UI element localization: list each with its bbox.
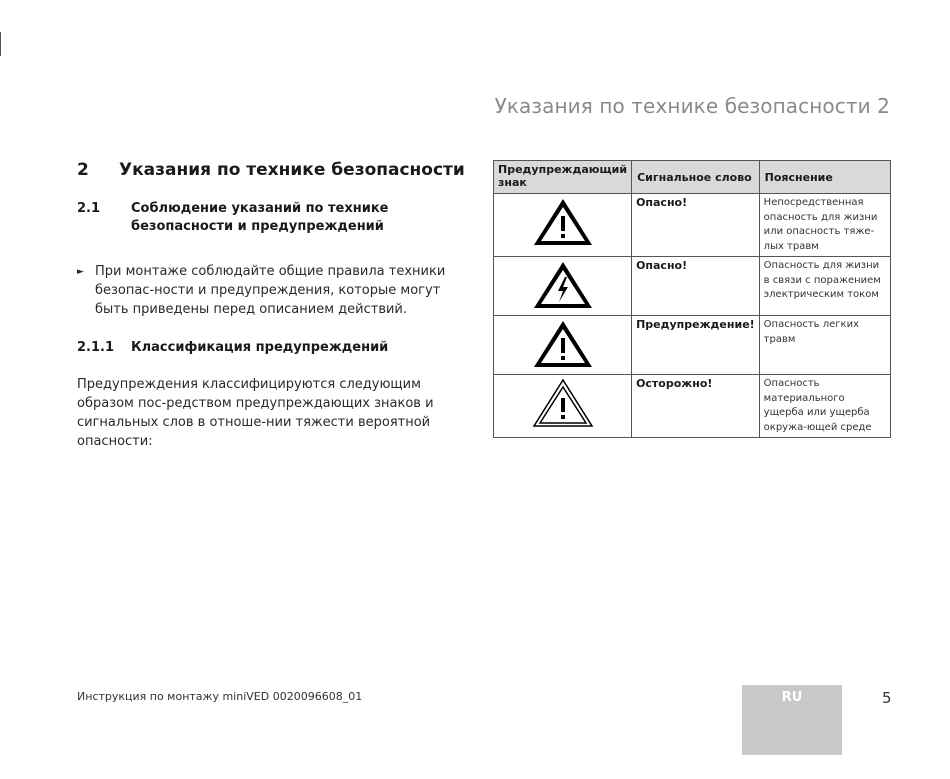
crop-mark [0,32,1,56]
table-row [494,257,891,316]
main-content [77,160,477,451]
sign-cell [494,375,632,438]
column-header-explanation: Пояснение [759,161,890,194]
running-header-title: Указания по технике безопасности 2 [494,94,890,118]
subsubsection-heading [77,340,477,355]
warning-triangle-filled-icon [532,197,594,247]
explanation: Опасность для жизни в связи с поражением электрическим током [759,257,890,316]
sign-cell [494,194,632,257]
bullet-text: При монтаже соблюдайте общие правила техники безопас-ности и предупреждения, которые могут быть приведены перед описанием действий. [95,264,446,317]
table-header-row [494,161,891,194]
column-header-signal-word: Сигнальное слово [632,161,760,194]
warning-triangle-outline-icon [532,378,594,428]
language-code: RU [781,690,803,705]
signal-word: Опасно! [632,194,760,257]
subsubsection-title: Классификация предупреждений [131,340,389,355]
explanation: Непосредственная опасность для жизни или опасность тяже-лых травм [759,194,890,257]
body-paragraph: Предупреждения классифицируются следующим образом пос-редством предупреждающих знаков и сигнальных слов в отноше-нии тяжести вероятной опасности: [77,377,434,449]
language-tab [742,685,842,755]
sign-cell [494,316,632,375]
bullet-item [77,262,477,319]
signal-word: Осторожно! [632,375,760,438]
section-heading [77,160,477,180]
warning-classification-table [493,160,891,438]
warning-triangle-filled-icon [532,319,594,369]
table-row [494,194,891,257]
page-number: 5 [882,689,892,707]
explanation: Опасность материального ущерба или ущерба окружа-ющей среде [759,375,890,438]
signal-word: Опасно! [632,257,760,316]
subsubsection-number: 2.1.1 [77,340,115,355]
electric-shock-triangle-icon [532,260,594,310]
section-number: 2 [77,160,89,180]
column-header-sign: Предупреждающий знак [494,161,632,194]
subsection-number: 2.1 [77,201,101,216]
explanation: Опасность легких травм [759,316,890,375]
subsection-heading [77,200,477,236]
subsection-title: Соблюдение указаний по технике безопасности и предупреждений [131,201,389,234]
sign-cell [494,257,632,316]
table-row [494,375,891,438]
bullet-arrow-icon: ► [77,267,84,277]
section-title: Указания по технике безопасности [119,160,465,180]
footer-document-title: Инструкция по монтажу miniVED 0020096608_01 [77,690,363,703]
signal-word: Предупреждение! [632,316,760,375]
table-row [494,316,891,375]
